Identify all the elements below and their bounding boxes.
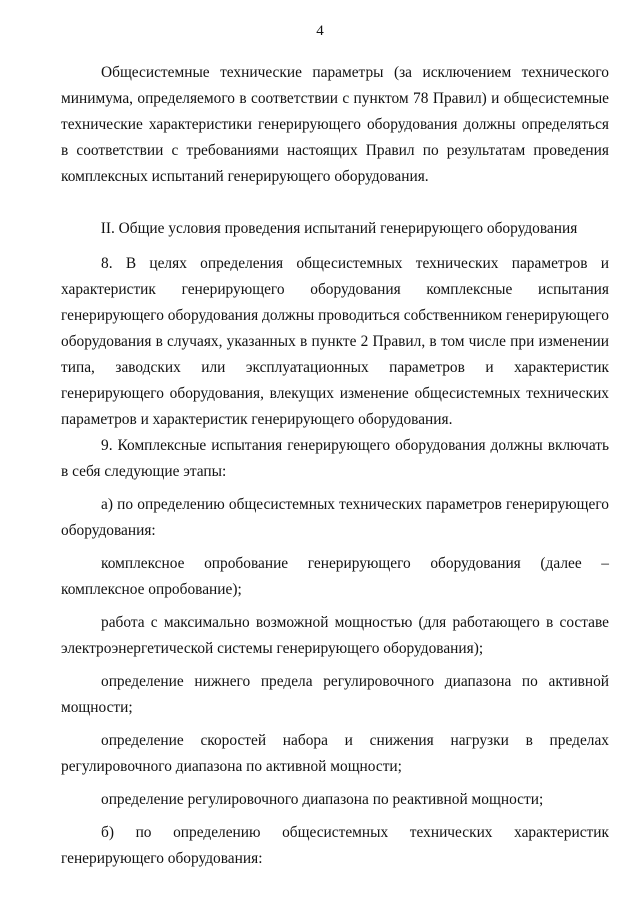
list-item-b: б) по определению общесистемных технических характеристик генерирующего оборудования:	[61, 824, 609, 867]
document-body	[61, 60, 609, 872]
paragraph-8: 8. В целях определения общесистемных технических параметров и характеристик генерирующего оборудования комплексные испытания генерирующего оборудования должны проводиться собственником генерирующего оборудования в случаях, указанных в пункте 2 Правил, в том числе при изменении типа, заводских или эксплуатационных параметров и характеристик генерирующего оборудования, влекущих изменение общесистемных технических параметров и характеристик генерирующего оборудования.	[61, 255, 609, 428]
paragraph-intro: Общесистемные технические параметры (за исключением технического минимума, определяемого в соответствии с пунктом 78 Правил) и общесистемные технические характеристики генерирующего оборудования должны определяться в соответствии с требованиями настоящих Правил по результатам проведения комплексных испытаний генерирующего оборудования.	[61, 64, 609, 185]
paragraph-9: 9. Комплексные испытания генерирующего оборудования должны включать в себя следующие этапы:	[61, 437, 609, 480]
section-heading: II. Общие условия проведения испытаний генерирующего оборудования	[100, 220, 578, 237]
list-item-max-power: работа с максимально возможной мощностью (для работающего в составе электроэнергетической системы генерирующего оборудования);	[61, 614, 609, 657]
list-item-lower-limit: определение нижнего предела регулировочного диапазона по активной мощности;	[61, 673, 609, 716]
list-item-a: а) по определению общесистемных технических параметров генерирующего оборудования:	[61, 496, 609, 539]
page-number: 4	[316, 23, 324, 39]
list-item-reactive-range: определение регулировочного диапазона по реактивной мощности;	[101, 791, 544, 808]
list-item-load-rates: определение скоростей набора и снижения нагрузки в пределах регулировочного диапазона по активной мощности;	[61, 732, 609, 775]
list-item-complex-test: комплексное опробование генерирующего оборудования (далее – комплексное опробование);	[61, 555, 609, 598]
